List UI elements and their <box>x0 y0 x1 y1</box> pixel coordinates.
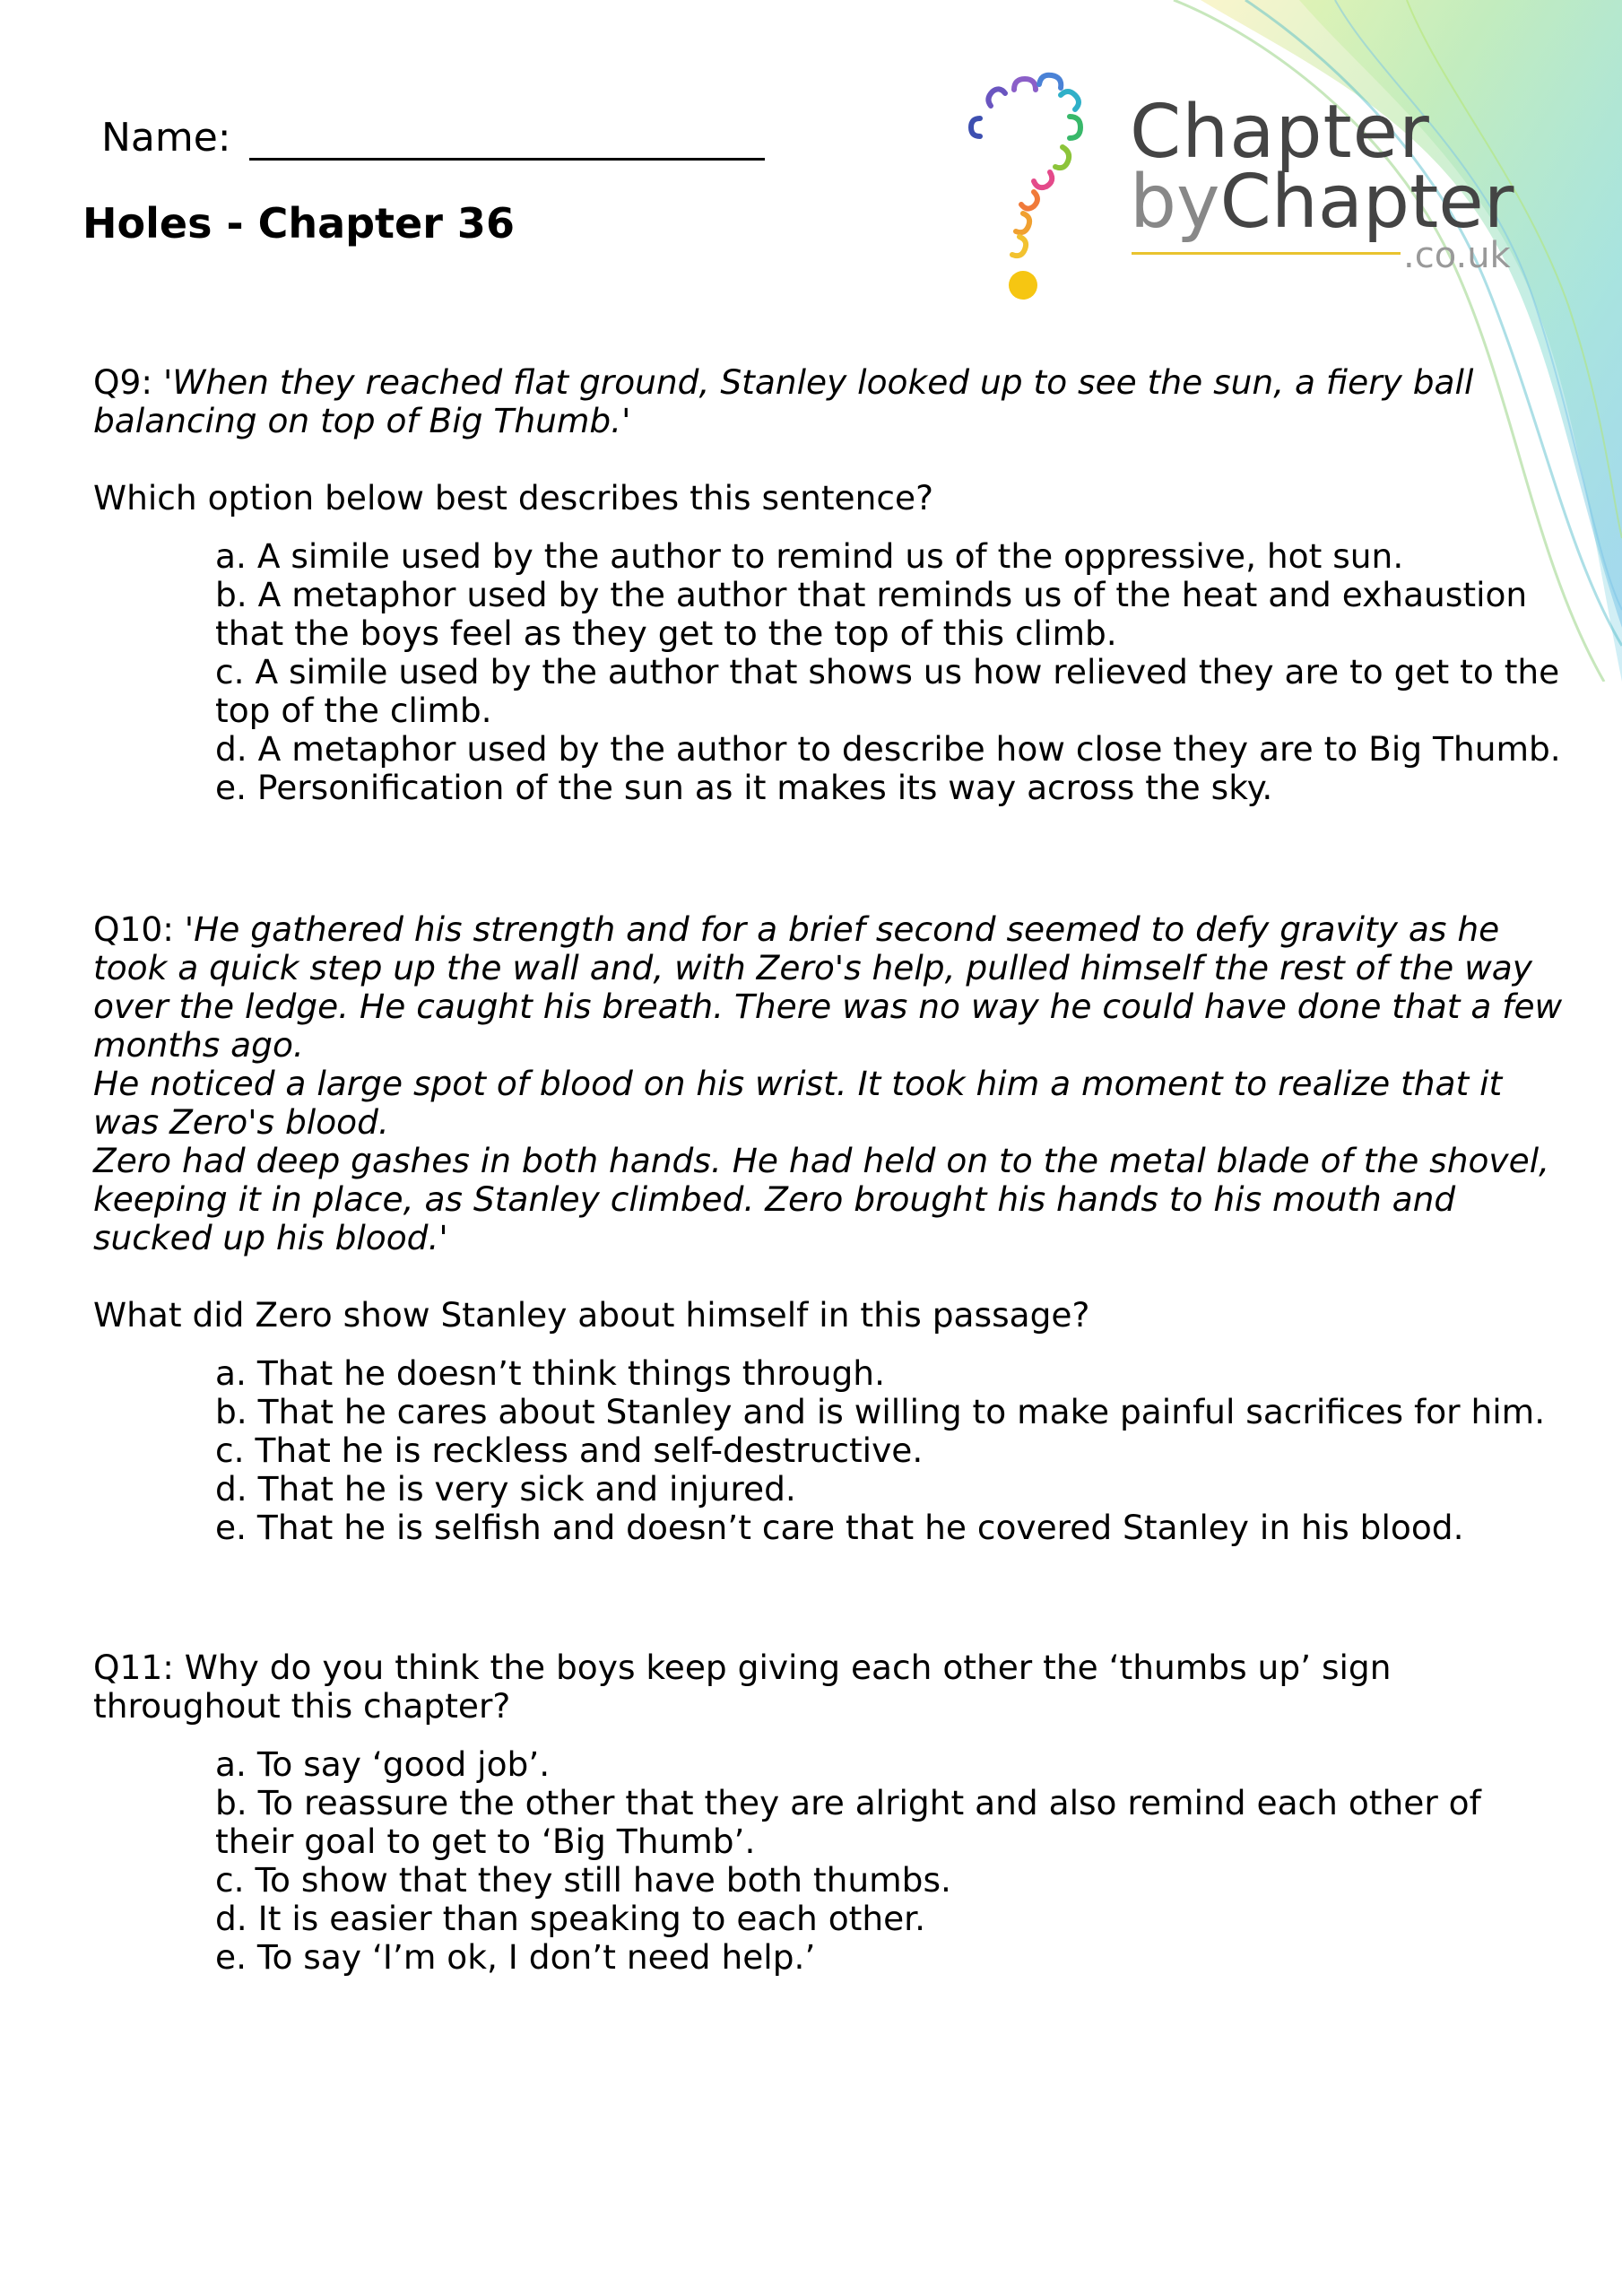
name-blank-line[interactable] <box>249 118 765 161</box>
question-9 <box>93 363 1564 807</box>
question-10-prompt: What did Zero show Stanley about himself in this passage? <box>93 1295 1090 1335</box>
option-e[interactable]: e. To say ‘I’m ok, I don’t need help.’ <box>215 1937 816 1977</box>
option-c[interactable]: c. To show that they still have both thumbs. <box>215 1860 951 1900</box>
option-a[interactable]: a. That he doesn’t think things through. <box>215 1353 885 1393</box>
option-c[interactable]: c. A simile used by the author that shows us how relieved they are to get to the top of the climb. <box>215 652 1560 730</box>
name-label: Name: <box>101 115 231 161</box>
logo-text-by-chapter <box>1130 160 1514 245</box>
option-b[interactable]: b. A metaphor used by the author that reminds us of the heat and exhaustion that the boys feel as they get to the top of this climb. <box>215 575 1528 653</box>
question-10-options <box>215 1354 1564 1547</box>
logo-text-chapter: Chapter <box>1130 90 1430 175</box>
logo-text-by: by <box>1130 160 1220 245</box>
name-field[interactable] <box>101 115 765 161</box>
option-b[interactable]: b. That he cares about Stanley and is willing to make painful sacrifices for him. <box>215 1392 1546 1431</box>
option-d[interactable]: d. A metaphor used by the author to describe how close they are to Big Thumb. <box>215 729 1561 769</box>
question-10 <box>93 910 1564 1547</box>
question-11-options <box>215 1745 1564 1977</box>
question-9-options <box>215 537 1564 807</box>
books-question-mark-icon <box>964 54 1125 314</box>
chapter-by-chapter-logo <box>964 54 1520 323</box>
option-e[interactable]: e. That he is selfish and doesn’t care that he covered Stanley in his blood. <box>215 1508 1464 1547</box>
option-d[interactable]: d. It is easier than speaking to each other. <box>215 1899 926 1938</box>
question-10-quote-3: Zero had deep gashes in both hands. He had held on to the metal blade of the shovel, keeping it in place, as Stanley climbed. Zero brought his hands to his mouth and sucked up his blood.' <box>93 1141 1550 1257</box>
question-10-label: Q10: <box>93 909 174 949</box>
option-a[interactable]: a. A simile used by the author to remind us of the oppressive, hot sun. <box>215 536 1404 576</box>
question-10-quote-2: He noticed a large spot of blood on his wrist. It took him a moment to realize that it was Zero's blood. <box>93 1064 1503 1142</box>
logo-underline <box>1132 252 1401 255</box>
question-9-label: Q9: <box>93 362 153 402</box>
question-11-stem <box>93 1648 1564 1726</box>
question-10-quote: 'He gathered his strength and for a brief second seemed to defy gravity as he took a quick step up the wall and, with Zero's help, pulled himself the rest of the way over the ledge. He caught his breath. There was no way he could have done that a few months ago. <box>93 909 1563 1065</box>
logo-text-chapter-2: Chapter <box>1219 160 1514 245</box>
option-e[interactable]: e. Personification of the sun as it makes its way across the sky. <box>215 768 1273 807</box>
question-9-prompt: Which option below best describes this sentence? <box>93 478 933 517</box>
logo-domain: .co.uk <box>1403 235 1511 276</box>
option-d[interactable]: d. That he is very sick and injured. <box>215 1469 796 1509</box>
question-10-stem <box>93 910 1564 1065</box>
option-a[interactable]: a. To say ‘good job’. <box>215 1744 551 1784</box>
option-c[interactable]: c. That he is reckless and self-destructive. <box>215 1431 924 1470</box>
question-11-text: Why do you think the boys keep giving each other the ‘thumbs up’ sign throughout this chapter? <box>93 1648 1392 1726</box>
option-b[interactable]: b. To reassure the other that they are alright and also remind each other of their goal to get to ‘Big Thumb’. <box>215 1783 1481 1861</box>
question-11-label: Q11: <box>93 1648 174 1687</box>
question-9-stem <box>93 363 1564 440</box>
question-9-quote: 'When they reached flat ground, Stanley looked up to see the sun, a fiery ball balancing on top of Big Thumb.' <box>93 362 1474 440</box>
page-title: Holes - Chapter 36 <box>82 199 515 248</box>
question-11 <box>93 1648 1564 1977</box>
